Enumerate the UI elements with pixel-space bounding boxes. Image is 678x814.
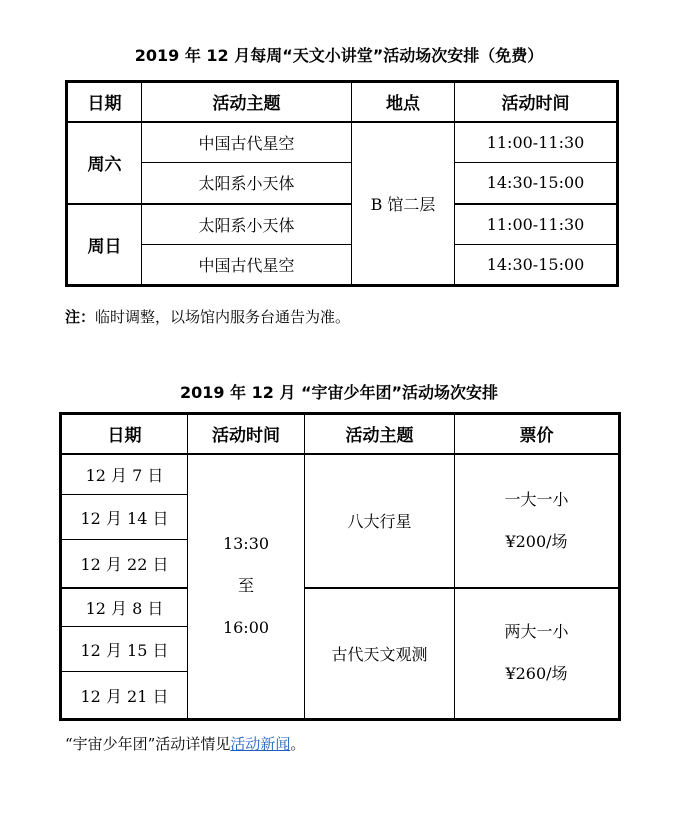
date-cell: 12 月 15 日 [61, 627, 188, 672]
topic-cell: 中国古代星空 [142, 245, 352, 286]
date-cell: 12 月 7 日 [61, 454, 188, 495]
topic-cell: 太阳系小天体 [142, 163, 352, 204]
note-text: 临时调整，以场馆内服务台通告为准。 [95, 308, 351, 326]
day-saturday: 周六 [67, 122, 142, 204]
price-type: 一大一小 [504, 489, 569, 509]
youth-club-table [59, 412, 621, 721]
date-cell: 12 月 14 日 [61, 495, 188, 540]
time-cell: 14:30-15:00 [455, 245, 618, 286]
footer-text: “宇宙少年团”活动详情见 [65, 735, 231, 753]
time-cell: 11:00-11:30 [455, 122, 618, 163]
price-cell [455, 588, 620, 720]
time-end: 16:00 [222, 618, 270, 638]
day-sunday: 周日 [67, 204, 142, 286]
header-price: 票价 [455, 414, 620, 454]
note [65, 306, 350, 327]
topic-cell: 古代天文观测 [305, 588, 455, 720]
header-date: 日期 [67, 82, 142, 122]
price-cell [455, 454, 620, 588]
price-type: 两大一小 [504, 622, 569, 642]
note-label: 注： [65, 308, 96, 326]
activity-news-link[interactable]: 活动新闻 [230, 735, 291, 753]
location-cell: B 馆二层 [352, 122, 455, 286]
date-cell: 12 月 8 日 [61, 588, 188, 627]
time-range-cell [188, 454, 305, 720]
weekly-schedule-table [65, 80, 619, 287]
header-topic: 活动主题 [305, 414, 455, 454]
header-location: 地点 [352, 82, 455, 122]
topic-cell: 太阳系小天体 [142, 204, 352, 245]
topic-cell: 中国古代星空 [142, 122, 352, 163]
header-topic: 活动主题 [142, 82, 352, 122]
header-time: 活动时间 [188, 414, 305, 454]
time-separator: 至 [237, 576, 254, 596]
footer-note [65, 733, 305, 754]
price-amount: ¥260/场 [505, 664, 568, 684]
date-cell: 12 月 22 日 [61, 540, 188, 588]
date-cell: 12 月 21 日 [61, 672, 188, 720]
time-cell: 11:00-11:30 [455, 204, 618, 245]
footer-end: 。 [290, 735, 306, 753]
table2-title: 2019 年 12 月 “宇宙少年团”活动场次安排 [179, 383, 499, 402]
price-amount: ¥200/场 [505, 531, 568, 551]
table1-title: 2019 年 12 月每周“天文小讲堂”活动场次安排（免费） [134, 46, 544, 65]
header-time: 活动时间 [455, 82, 618, 122]
topic-cell: 八大行星 [305, 454, 455, 588]
time-start: 13:30 [222, 534, 270, 554]
time-cell: 14:30-15:00 [455, 163, 618, 204]
header-date: 日期 [61, 414, 188, 454]
